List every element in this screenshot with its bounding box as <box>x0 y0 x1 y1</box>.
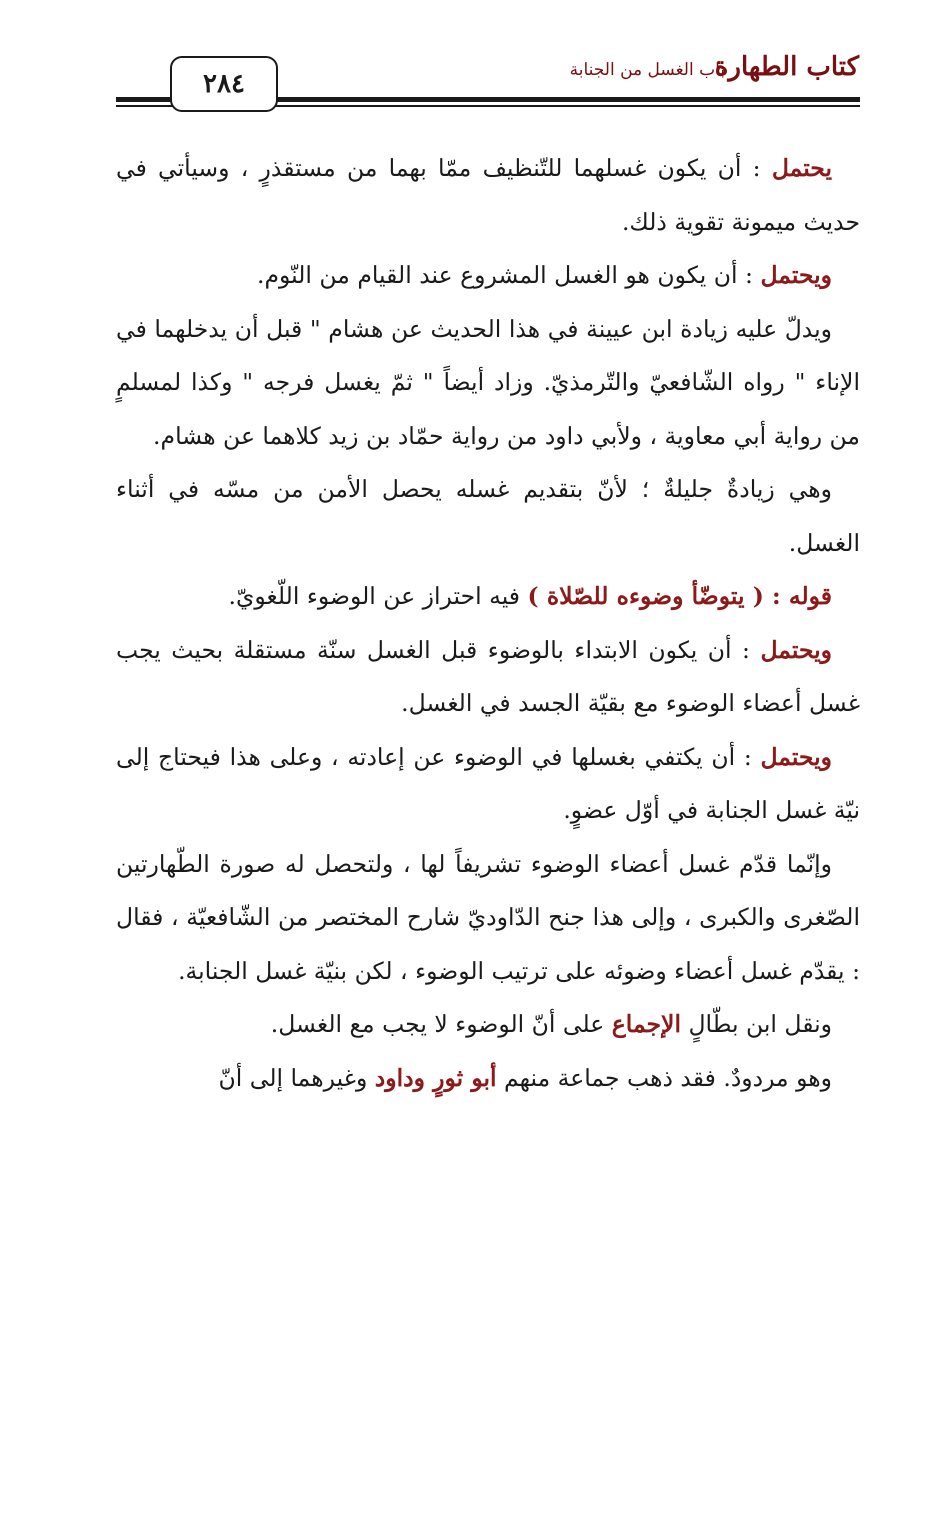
paragraph-text: ونقل ابن بطّالٍ <box>681 1010 832 1038</box>
paragraph <box>116 142 860 249</box>
paragraph-text: : أن يكون غسلهما للتّنظيف ممّا بهما من مستقذرٍ ، وسيأتي في حديث ميمونة تقوية ذلك. <box>116 154 860 236</box>
paragraph-text: وغيرهما إلى أنّ <box>218 1063 375 1092</box>
page-number: ٢٨٤ <box>170 56 278 112</box>
paragraph <box>116 1052 860 1106</box>
paragraph-text: على أنّ الوضوء لا يجب مع الغسل. <box>270 1010 612 1038</box>
paragraph <box>116 731 860 838</box>
paragraph: وإنّما قدّم غسل أعضاء الوضوء تشريفاً لها ، ولتحصل له صورة الطّهارتين الصّغرى والكبرى ، وإلى هذا جنح الدّاوديّ شارح المختصر من الشّافعيّة ، فقال : يقدّم غسل أعضاء وضوئه على ترتيب الوضوء ، لكن بنيّة غسل الجنابة. <box>116 849 860 985</box>
paragraph-text: فيه احتراز عن الوضوء اللّغويّ. <box>228 582 528 610</box>
paragraph <box>116 624 860 731</box>
paragraph <box>116 570 860 624</box>
paragraph-text: : أن يكون هو الغسل المشروع عند القيام من النّوم. <box>256 261 761 289</box>
paragraph: وهي زيادةٌ جليلةٌ ؛ لأنّ بتقديم غسله يحصل الأمن من مسّه في أثناء الغسل. <box>116 475 860 557</box>
chapter-title: باب الغسل من الجنابة <box>569 60 725 80</box>
highlight-term: الإجماع <box>611 1010 681 1038</box>
paragraph-lead: قوله : ( يتوضّأ وضوءه للصّلاة ) <box>527 582 832 610</box>
paragraph-text: وهو مردودٌ. فقد ذهب جماعة منهم <box>496 1063 832 1092</box>
paragraph-lead: ويحتمل <box>760 261 832 289</box>
paragraph <box>116 998 860 1052</box>
paragraph-lead: ويحتمل <box>760 742 832 771</box>
paragraph-text: : أن يكتفي بغسلها في الوضوء عن إعادته ، وعلى هذا فيحتاج إلى نيّة غسل الجنابة في أوّل عضوٍ. <box>116 742 860 824</box>
paragraph-lead: ويحتمل <box>760 635 832 664</box>
paragraph <box>116 249 860 303</box>
page-body <box>116 142 860 1105</box>
highlight-term: أبو ثورٍ وداود <box>374 1063 497 1092</box>
paragraph: ويدلّ عليه زيادة ابن عيينة في هذا الحديث عن هشام " قبل أن يدخلهما في الإناء " رواه الشّافعيّ والتّرمذيّ. وزاد أيضاً " ثمّ يغسل فرجه " وكذا لمسلمٍ من رواية أبي معاوية ، ولأبي داود من رواية حمّاد بن زيد كلاهما عن هشام. <box>116 314 860 450</box>
paragraph-text: : أن يكون الابتداء بالوضوء قبل الغسل سنّة مستقلة بحيث يجب غسل أعضاء الوضوء مع بقيّة الجسد في الغسل. <box>116 635 860 717</box>
book-title: كتاب الطهارة <box>714 52 859 82</box>
paragraph-lead: يحتمل <box>771 154 832 182</box>
